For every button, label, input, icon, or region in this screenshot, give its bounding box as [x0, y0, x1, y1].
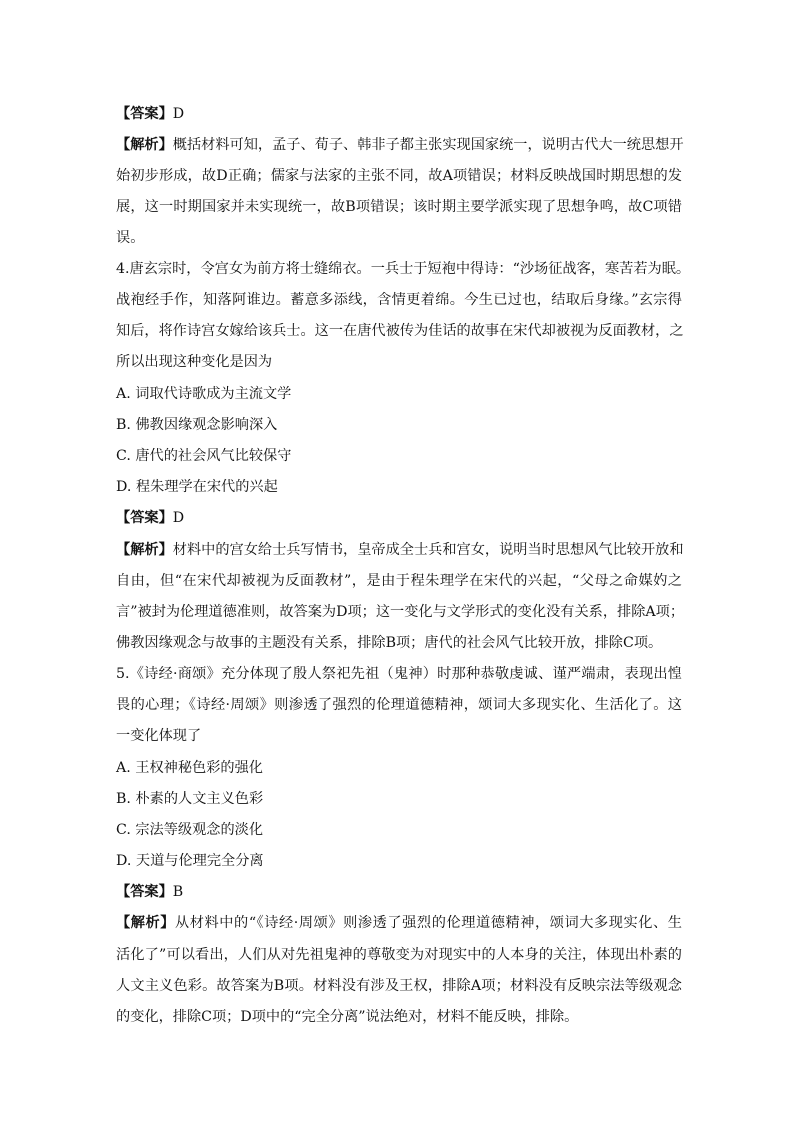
- q4-stem-line-2: 战袍经手作，知落阿谁边。蓄意多添线，含情更着绵。今生已过也，结取后身缘。”玄宗得: [116, 292, 682, 308]
- answer-value: D: [172, 106, 185, 122]
- q4-stem-line-1: 4.唐玄宗时，令宫女为前方将士缝绵衣。一兵士于短袍中得诗：“沙场征战客，寒苦若为眠。: [116, 261, 691, 277]
- answer-value: D: [172, 510, 185, 526]
- answer-value: B: [172, 884, 184, 900]
- analysis-tag: 【解析】: [116, 542, 173, 558]
- q5-analysis-line-2: 活化了”可以看出，人们从对先祖鬼神的尊敬变为对现实中的人本身的关注，体现出朴素的: [116, 947, 682, 963]
- q5-analysis-line-3: 人文主义色彩。故答案为B项。材料没有涉及王权，排除A项；材料没有反映宗法等级观念: [116, 978, 682, 994]
- q3-analysis-line-4: 误。: [116, 230, 145, 246]
- analysis-tag: 【解析】: [116, 915, 176, 931]
- analysis-text: 从材料中的“《诗经·周颂》则渗透了强烈的伦理道德精神，颂词大多现实化、生: [175, 915, 682, 931]
- answer-tag: 【答案】: [116, 106, 173, 122]
- q5-stem-line-2: 畏的心理；《诗经·周颂》则渗透了强烈的伦理道德精神，颂词大多现实化、生活化了。这: [116, 697, 682, 713]
- q3-analysis-line-3: 展，这一时期国家并未实现统一，故B项错误；该时期主要学派实现了思想争鸣，故C项错: [116, 199, 682, 215]
- q3-analysis-line-1: [116, 135, 682, 155]
- q5-option-c: C. 宗法等级观念的淡化: [116, 822, 264, 838]
- q4-analysis-line-3: 言”被封为伦理道德准则，故答案为D项；这一变化与文学形式的变化没有关系，排除A项；: [116, 604, 685, 620]
- q5-option-a: A. 王权神秘色彩的强化: [116, 760, 263, 776]
- q3-answer-line: [116, 104, 184, 124]
- q4-analysis-line-4: 佛教因缘观念与故事的主题没有关系，排除B项；唐代的社会风气比较开放，排除C项。: [116, 635, 663, 651]
- q5-stem-line-3: 一变化体现了: [116, 728, 202, 744]
- q5-stem-line-1: 5.《诗经·商颂》充分体现了殷人祭祀先祖（鬼神）时那种恭敬虔诚、谨严端肃，表现出惶: [116, 666, 682, 682]
- q4-analysis-line-1: [116, 540, 682, 560]
- q4-option-b: B. 佛教因缘观念影响深入: [116, 417, 278, 433]
- q5-answer-line: [116, 882, 183, 902]
- q4-option-a: A. 词取代诗歌成为主流文学: [116, 386, 292, 402]
- analysis-text: 概括材料可知，孟子、荀子、韩非子都主张实现国家统一，说明古代大一统思想开: [172, 137, 684, 153]
- answer-tag: 【答案】: [116, 510, 173, 526]
- q4-stem-line-3: 知后，将作诗宫女嫁给该兵士。这一在唐代被传为佳话的故事在宋代却被视为反面教材，之: [116, 323, 684, 339]
- q4-analysis-line-2: 自由，但“在宋代却被视为反面教材”，是由于程朱理学在宋代的兴起，“父母之命媒妁之: [116, 573, 682, 589]
- q5-analysis-line-4: 的变化，排除C项；D项中的“完全分离”说法绝对，材料不能反映，排除。: [116, 1009, 579, 1025]
- q5-option-d: D. 天道与伦理完全分离: [116, 853, 264, 869]
- q5-option-b: B. 朴素的人文主义色彩: [116, 791, 264, 807]
- q5-analysis-line-1: [116, 913, 682, 933]
- analysis-text: 材料中的宫女给士兵写情书，皇帝成全士兵和宫女，说明当时思想风气比较开放和: [172, 542, 684, 558]
- q3-analysis-line-2: 始初步形成，故D正确；儒家与法家的主张不同，故A项错误；材料反映战国时期思想的发: [116, 168, 682, 184]
- q4-stem-line-4: 所以出现这种变化是因为: [116, 354, 273, 370]
- answer-tag: 【答案】: [116, 884, 173, 900]
- q4-option-d: D. 程朱理学在宋代的兴起: [116, 479, 278, 495]
- analysis-tag: 【解析】: [116, 137, 173, 153]
- q4-answer-line: [116, 508, 184, 528]
- q4-option-c: C. 唐代的社会风气比较保守: [116, 448, 292, 464]
